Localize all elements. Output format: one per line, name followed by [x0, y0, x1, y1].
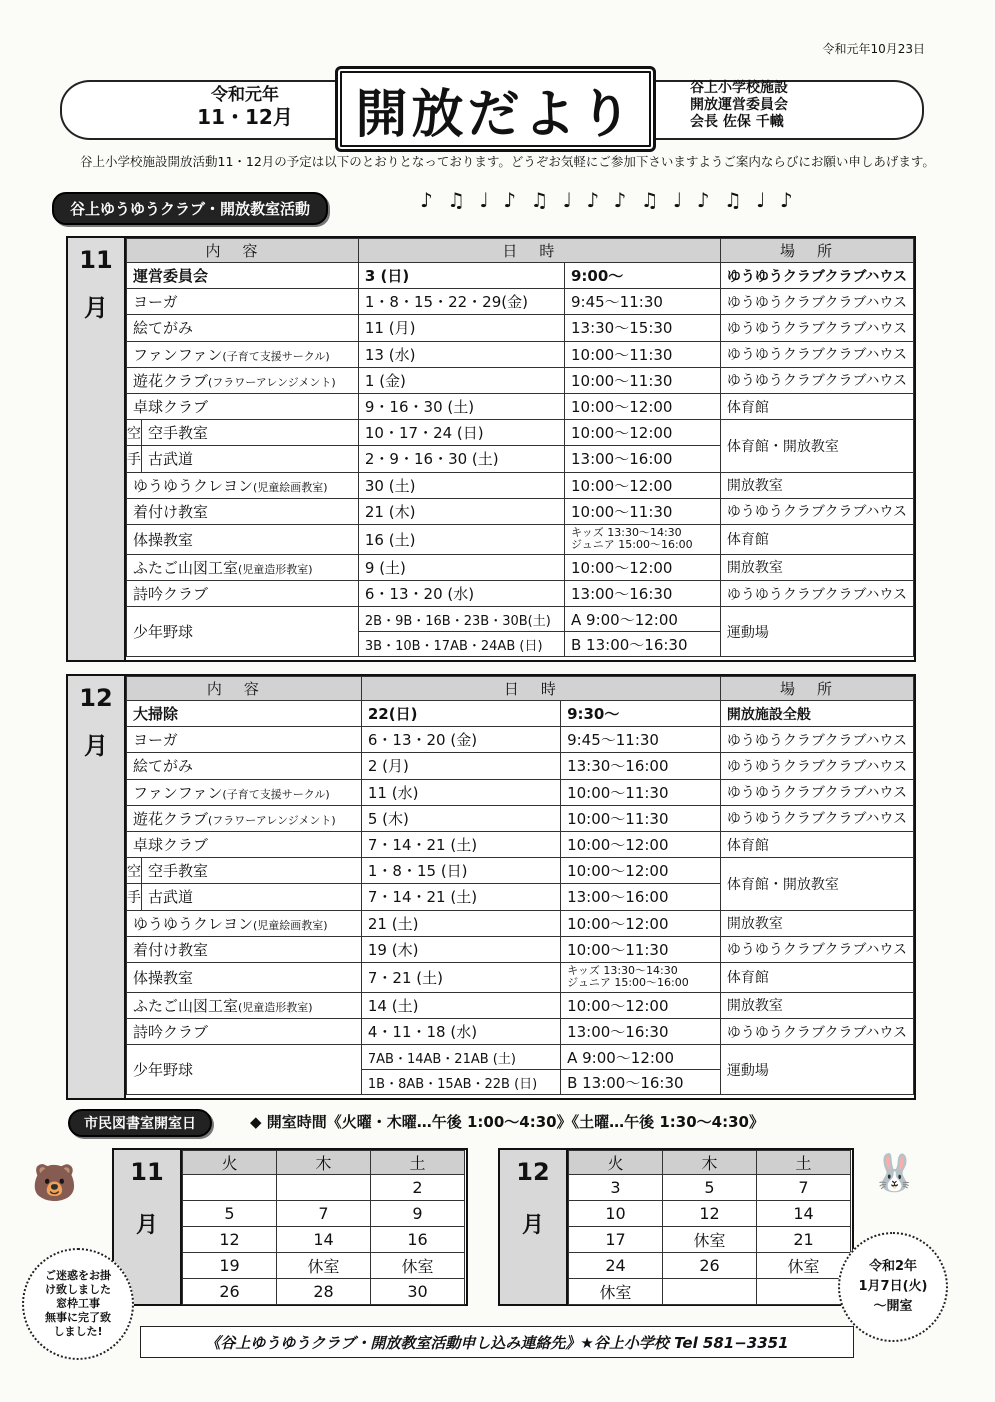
time-line: キッズ 13:30〜14:30: [571, 526, 682, 540]
badge-line: 無事に完了致: [45, 1311, 111, 1324]
activity-time: 10:00〜12:00: [561, 992, 721, 1018]
calendar-cell: 14: [757, 1201, 851, 1227]
activity-label: 詩吟クラブ: [133, 585, 209, 604]
activity-label: ヨーガ: [133, 293, 178, 312]
table-row: [127, 910, 914, 936]
activity-name: [127, 727, 362, 753]
calendar-cell: 21: [757, 1227, 851, 1253]
activity-name: 古武道: [142, 446, 359, 472]
intro-text: 谷上小学校施設開放活動11・12月の予定は以下のとおりとなっております。どうぞお気軽にご参加下さいますようご案内ならびにお願い申しあげます。: [80, 154, 935, 169]
activity-label: 卓球クラブ: [133, 398, 209, 417]
calendar-cell: [183, 1175, 277, 1201]
table-row: [127, 701, 914, 727]
calendar-row: [569, 1253, 851, 1279]
activity-sublabel: (フラワーアレンジメント): [208, 375, 336, 389]
document-date: 令和元年10月23日: [822, 42, 925, 56]
badge-line: け致しました: [45, 1283, 111, 1296]
activity-time: 10:00〜11:30: [565, 498, 721, 524]
table-row: [127, 289, 914, 315]
activity-sublabel: (児童造形教室): [238, 562, 313, 576]
activity-date: 30 (土): [358, 472, 564, 498]
calendar-cell: [663, 1279, 757, 1305]
activity-date: 2B・9B・16B・23B・30B(土): [358, 607, 564, 632]
calendar-cell: 休室: [569, 1279, 663, 1305]
activity-date: 10・17・24 (日): [358, 420, 564, 446]
activity-date: 6・13・20 (金): [361, 727, 560, 753]
calendar-cell: [757, 1279, 851, 1305]
activity-place: 体育館: [720, 524, 913, 554]
activity-label: 遊花クラブ: [133, 809, 209, 828]
col-header-datetime: 日時: [358, 239, 720, 263]
activity-place: 体育館・開放教室: [720, 420, 913, 472]
calendar-row: [569, 1175, 851, 1201]
activity-name: [127, 263, 359, 289]
activity-name: 少年野球: [127, 1045, 362, 1095]
calendar-cell: 休室: [663, 1227, 757, 1253]
activity-date: 9・16・30 (土): [358, 393, 564, 419]
activity-time: A 9:00〜12:00: [565, 607, 721, 632]
org-line: 谷上小学校施設: [690, 80, 788, 96]
calendar-cell: 16: [371, 1227, 465, 1253]
month-kanji: 月: [521, 1213, 544, 1238]
activity-time: 9:00〜: [565, 263, 721, 289]
activity-time: 13:00〜16:00: [561, 884, 721, 910]
schedule-december: [66, 674, 916, 1100]
activity-time: 13:00〜16:00: [565, 446, 721, 472]
month-kanji: 月: [84, 294, 108, 322]
calendar-cell: 休室: [757, 1253, 851, 1279]
activity-label: 着付け教室: [133, 940, 209, 959]
activity-time: 9:45〜11:30: [565, 289, 721, 315]
activity-place: 開放教室: [720, 472, 913, 498]
month-kanji: 月: [135, 1213, 158, 1238]
weekday-header: 土: [757, 1151, 851, 1175]
activity-date: 2 (月): [361, 753, 560, 779]
activity-label: ファンファン: [133, 345, 223, 364]
activity-place: 体育館: [720, 831, 913, 857]
activity-sublabel: (児童造形教室): [238, 1000, 313, 1014]
time-line: キッズ 13:30〜14:30: [567, 964, 678, 978]
activity-label: ファンファン: [133, 783, 223, 802]
activity-date: 7AB・14AB・21AB (土): [361, 1045, 560, 1070]
activity-place: ゆうゆうクラブクラブハウス: [720, 753, 913, 779]
table-row: [127, 962, 914, 992]
table-row: [127, 581, 914, 607]
activity-label: 詩吟クラブ: [133, 1023, 209, 1042]
activity-time: 13:30〜15:30: [565, 315, 721, 341]
activity-name: [127, 962, 362, 992]
activity-date: 4・11・18 (水): [361, 1019, 560, 1045]
activity-date: 3B・10B・17AB・24AB (日): [358, 632, 564, 657]
calendar-row: [183, 1253, 465, 1279]
activity-date: 6・13・20 (水): [358, 581, 564, 607]
calendar-cell: 24: [569, 1253, 663, 1279]
activity-time: 10:00〜11:30: [565, 341, 721, 367]
calendar-cell: 5: [183, 1201, 277, 1227]
activity-time: [565, 524, 721, 554]
calendar-cell: 26: [663, 1253, 757, 1279]
table-row: [127, 420, 914, 446]
calendar-cell: 10: [569, 1201, 663, 1227]
calendar-cell: 7: [277, 1201, 371, 1227]
activity-time: 10:00〜11:30: [565, 367, 721, 393]
activity-place: 体育館: [720, 962, 913, 992]
activity-name: [127, 554, 359, 580]
contact-footer: 《谷上ゆうゆうクラブ・開放教室活動申し込み連絡先》★谷上小学校 Tel 581−3351: [140, 1326, 854, 1358]
calendar-cell: 休室: [371, 1253, 465, 1279]
table-row: [127, 805, 914, 831]
col-header-place: 場所: [720, 677, 913, 701]
calendar-cell: 12: [183, 1227, 277, 1253]
org-line: 会長 佐保 千幟: [690, 114, 784, 130]
badge-line: 〜開室: [873, 1299, 913, 1314]
activity-label: 遊花クラブ: [133, 371, 209, 390]
music-notes-decoration: ♪ ♫ ♩ ♪ ♫ ♩ ♪ ♪ ♫ ♩ ♪ ♫ ♩ ♪: [420, 188, 797, 212]
activity-label: 体操教室: [133, 968, 194, 987]
calendar-row: [569, 1201, 851, 1227]
table-row: [127, 992, 914, 1018]
activity-time: 10:00〜12:00: [565, 472, 721, 498]
activity-sublabel: (子育て支援サークル): [222, 349, 330, 363]
activity-name: 空手教室: [142, 420, 359, 446]
activity-place: 運動場: [720, 607, 913, 657]
activity-place: 開放施設全般: [720, 701, 913, 727]
activity-name: [127, 581, 359, 607]
calendar-row: [183, 1201, 465, 1227]
activity-name: [127, 910, 362, 936]
table-row: [127, 554, 914, 580]
activity-name: [127, 805, 362, 831]
activity-sublabel: (フラワーアレンジメント): [208, 813, 336, 827]
table-row: [127, 393, 914, 419]
activity-date: 7・21 (土): [361, 962, 560, 992]
month-label-november: [68, 238, 126, 660]
time-line: ジュニア 15:00〜16:00: [567, 976, 689, 990]
calendar-cell: 30: [371, 1279, 465, 1305]
activity-date: 21 (土): [361, 910, 560, 936]
activity-label: 卓球クラブ: [133, 836, 209, 855]
era-year: 令和元年: [211, 85, 279, 105]
activity-label: 絵てがみ: [133, 319, 194, 338]
activity-name: [127, 1019, 362, 1045]
table-row: [127, 315, 914, 341]
activity-place: 開放教室: [720, 910, 913, 936]
activity-name: [127, 289, 359, 315]
activity-name: [127, 498, 359, 524]
activity-time: 13:00〜16:30: [561, 1019, 721, 1045]
library-hours: ◆ 開室時間《火曜・木曜…午後 1:00〜4:30》《土曜…午後 1:30〜4:30》: [250, 1113, 764, 1131]
activity-name: [127, 992, 362, 1018]
weekday-header: 火: [569, 1151, 663, 1175]
activity-date: 2・9・16・30 (土): [358, 446, 564, 472]
schedule-table: [126, 676, 914, 1095]
activity-place: ゆうゆうクラブクラブハウス: [720, 805, 913, 831]
table-row: [127, 472, 914, 498]
activity-date: 16 (土): [358, 524, 564, 554]
activity-name: 空手教室: [142, 858, 362, 884]
activity-date: 21 (木): [358, 498, 564, 524]
table-row: [127, 524, 914, 554]
era-label: [190, 84, 300, 128]
calendar-cell: 9: [371, 1201, 465, 1227]
activity-time: 13:00〜16:30: [565, 581, 721, 607]
calendar-cell: [277, 1175, 371, 1201]
table-row: [127, 753, 914, 779]
schedule-table: [126, 238, 914, 657]
renovation-notice-badge: [22, 1248, 134, 1360]
organization: [690, 80, 788, 131]
calendar-row: [569, 1279, 851, 1305]
activity-place: ゆうゆうクラブクラブハウス: [720, 498, 913, 524]
month-kanji: 月: [84, 732, 108, 760]
activity-time: 10:00〜11:30: [561, 779, 721, 805]
activity-label: ゆうゆうクレヨン: [133, 914, 254, 933]
activity-time: 10:00〜12:00: [561, 858, 721, 884]
month-number: 12: [516, 1158, 550, 1186]
activity-date: 19 (木): [361, 936, 560, 962]
calendar-cell: 5: [663, 1175, 757, 1201]
table-row: [127, 498, 914, 524]
weekday-header: 火: [183, 1151, 277, 1175]
calendar-cell: 12: [663, 1201, 757, 1227]
badge-line: ご迷惑をお掛: [45, 1269, 111, 1282]
calendar-cell: 7: [757, 1175, 851, 1201]
month-label-december: [68, 676, 126, 1098]
calendar-cell: 28: [277, 1279, 371, 1305]
table-row: [127, 607, 914, 632]
title-box: [335, 66, 656, 152]
table-row: [127, 858, 914, 884]
activity-label: 運営委員会: [133, 267, 209, 286]
activity-place: ゆうゆうクラブクラブハウス: [720, 779, 913, 805]
activity-sublabel: (児童絵画教室): [253, 480, 328, 494]
section-title-activities: 谷上ゆうゆうクラブ・開放教室活動: [52, 192, 328, 225]
activity-time: 10:00〜12:00: [561, 831, 721, 857]
karate-group-label: 手: [127, 446, 142, 472]
activity-date: 1・8・15・22・29(金): [358, 289, 564, 315]
activity-date: 9 (土): [358, 554, 564, 580]
activity-time: 10:00〜12:00: [565, 393, 721, 419]
calendar-month-label: [500, 1150, 568, 1304]
activity-date: 14 (土): [361, 992, 560, 1018]
rabbit-illustration: 🐰: [872, 1153, 917, 1194]
activity-sublabel: (児童絵画教室): [253, 918, 328, 932]
activity-date: 22(日): [361, 701, 560, 727]
activity-place: 体育館: [720, 393, 913, 419]
activity-time: 10:00〜11:30: [561, 805, 721, 831]
activity-name: 古武道: [142, 884, 362, 910]
badge-line: しました!: [53, 1325, 103, 1338]
activity-date: 7・14・21 (土): [361, 884, 560, 910]
bear-piano-illustration: 🐻: [32, 1163, 77, 1204]
library-calendar-november: [112, 1148, 468, 1306]
activity-date: 5 (木): [361, 805, 560, 831]
activity-label: 体操教室: [133, 530, 194, 549]
activity-time: A 9:00〜12:00: [561, 1045, 721, 1070]
calendar-row: [569, 1227, 851, 1253]
activity-time: 13:30〜16:00: [561, 753, 721, 779]
col-header-content: 内容: [127, 677, 362, 701]
activity-label: ゆうゆうクレヨン: [133, 476, 254, 495]
activity-date: 1・8・15 (日): [361, 858, 560, 884]
table-row: [127, 263, 914, 289]
weekday-header: 木: [663, 1151, 757, 1175]
calendar-cell: 19: [183, 1253, 277, 1279]
activity-time: 10:00〜12:00: [565, 420, 721, 446]
activity-label: 絵てがみ: [133, 757, 194, 776]
calendar-cell: 2: [371, 1175, 465, 1201]
activity-date: 13 (水): [358, 341, 564, 367]
activity-place: ゆうゆうクラブクラブハウス: [720, 263, 913, 289]
activity-name: [127, 701, 362, 727]
karate-group-label: 空: [127, 420, 142, 446]
activity-date: 3 (日): [358, 263, 564, 289]
activity-name: [127, 315, 359, 341]
badge-line: 令和2年: [868, 1259, 918, 1274]
calendar-row: [183, 1175, 465, 1201]
table-row: [127, 727, 914, 753]
activity-time: 10:00〜12:00: [565, 554, 721, 580]
activity-time: 9:45〜11:30: [561, 727, 721, 753]
table-row: [127, 1045, 914, 1070]
activity-place: ゆうゆうクラブクラブハウス: [720, 315, 913, 341]
col-header-place: 場所: [720, 239, 913, 263]
col-header-content: 内容: [127, 239, 359, 263]
activity-time: 9:30〜: [561, 701, 721, 727]
activity-time: B 13:00〜16:30: [561, 1070, 721, 1095]
month-number: 12: [79, 684, 113, 712]
activity-time: 10:00〜11:30: [561, 936, 721, 962]
calendar-cell: 26: [183, 1279, 277, 1305]
activity-date: 11 (月): [358, 315, 564, 341]
table-row: [127, 1019, 914, 1045]
activity-name: [127, 936, 362, 962]
badge-line: 窓枠工事: [56, 1297, 100, 1310]
activity-place: ゆうゆうクラブクラブハウス: [720, 289, 913, 315]
weekday-header: 土: [371, 1151, 465, 1175]
activity-date: 7・14・21 (土): [361, 831, 560, 857]
activity-name: [127, 831, 362, 857]
calendar-cell: 3: [569, 1175, 663, 1201]
calendar-cell: 休室: [277, 1253, 371, 1279]
activity-label: ヨーガ: [133, 731, 178, 750]
activity-label: ふたご山図工室: [133, 996, 239, 1015]
activity-name: [127, 753, 362, 779]
activity-name: 少年野球: [127, 607, 359, 657]
karate-group-label: 手: [127, 884, 142, 910]
activity-time: [561, 962, 721, 992]
table-row: [127, 341, 914, 367]
activity-place: 開放教室: [720, 554, 913, 580]
calendar-table: [182, 1150, 465, 1305]
section-title-library: 市民図書室開室日: [68, 1109, 212, 1137]
time-line: ジュニア 15:00〜16:00: [571, 538, 693, 552]
activity-name: [127, 472, 359, 498]
activity-place: 開放教室: [720, 992, 913, 1018]
month-number: 11: [79, 246, 113, 274]
schedule-november: [66, 236, 916, 662]
activity-name: [127, 524, 359, 554]
activity-name: [127, 367, 359, 393]
karate-group-label: 空: [127, 858, 142, 884]
activity-place: ゆうゆうクラブクラブハウス: [720, 341, 913, 367]
table-row: [127, 936, 914, 962]
badge-line: 1月7日(火): [858, 1279, 928, 1294]
reopen-date-badge: [838, 1232, 948, 1342]
activity-name: [127, 393, 359, 419]
activity-date: 1 (金): [358, 367, 564, 393]
activity-date: 1B・8AB・15AB・22B (日): [361, 1070, 560, 1095]
activity-name: [127, 341, 359, 367]
month-number: 11: [130, 1158, 164, 1186]
activity-label: ふたご山図工室: [133, 558, 239, 577]
activity-place: ゆうゆうクラブクラブハウス: [720, 367, 913, 393]
era-months: 11・12月: [197, 105, 293, 129]
calendar-cell: 17: [569, 1227, 663, 1253]
activity-time: B 13:00〜16:30: [565, 632, 721, 657]
activity-place: ゆうゆうクラブクラブハウス: [720, 936, 913, 962]
table-row: [127, 779, 914, 805]
table-row: [127, 831, 914, 857]
calendar-row: [183, 1279, 465, 1305]
activity-place: ゆうゆうクラブクラブハウス: [720, 581, 913, 607]
activity-sublabel: (子育て支援サークル): [222, 787, 330, 801]
weekday-header: 木: [277, 1151, 371, 1175]
page-title: 開放だより: [355, 84, 636, 145]
calendar-cell: 14: [277, 1227, 371, 1253]
activity-place: ゆうゆうクラブクラブハウス: [720, 727, 913, 753]
calendar-row: [183, 1227, 465, 1253]
activity-date: 11 (水): [361, 779, 560, 805]
activity-place: 運動場: [720, 1045, 913, 1095]
activity-label: 大掃除: [133, 705, 179, 724]
activity-name: [127, 779, 362, 805]
activity-label: 着付け教室: [133, 502, 209, 521]
calendar-table: [568, 1150, 851, 1305]
org-line: 開放運営委員会: [690, 97, 788, 113]
activity-place: ゆうゆうクラブクラブハウス: [720, 1019, 913, 1045]
col-header-datetime: 日時: [361, 677, 720, 701]
activity-place: 体育館・開放教室: [720, 858, 913, 910]
library-calendar-december: [498, 1148, 854, 1306]
table-row: [127, 367, 914, 393]
activity-time: 10:00〜12:00: [561, 910, 721, 936]
